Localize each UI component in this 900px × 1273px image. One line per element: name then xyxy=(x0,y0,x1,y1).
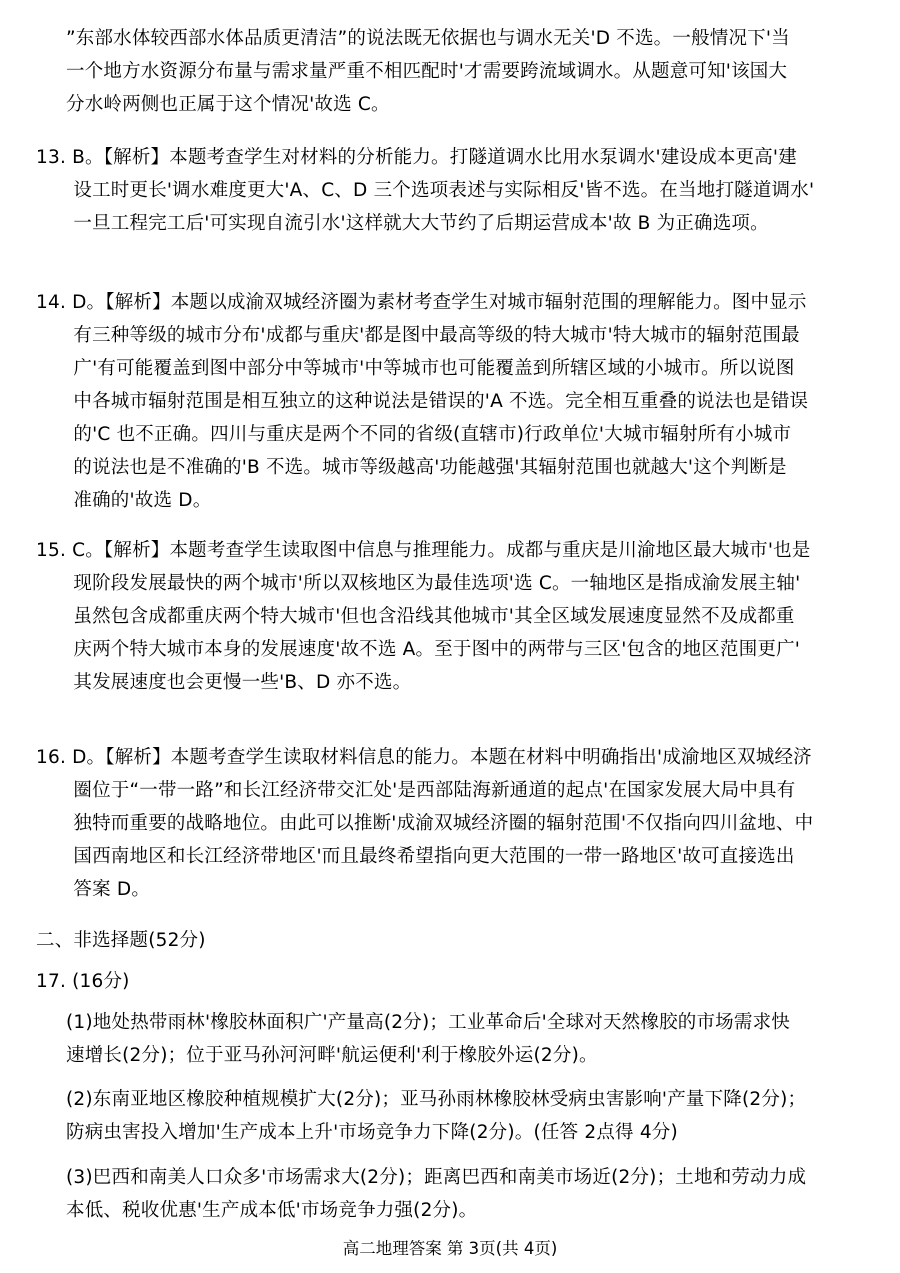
answer-17-part-2: (2)东南亚地区橡胶种植规模扩大(2分)；亚马孙雨林橡胶林受病虫害影响'产量下降(2分)； 防病虫害投入增加'生产成本上升'市场竞争力下降(2分)。(任答 2点得 4分) xyxy=(66,1089,807,1143)
page-footer: 高二地理答案 第 3页(共 4页) xyxy=(342,1239,558,1258)
answer-17-part-1: (1)地处热带雨林'橡胶林面积广'产量高(2分)；工业革命后'全球对天然橡胶的市场需求快 速增长(2分)；位于亚马孙河河畔'航运便利'利于橡胶外运(2分)。 xyxy=(66,1012,790,1066)
section-heading: 二、非选择题(52分) xyxy=(36,930,206,951)
answer-15: 15. C。【解析】本题考查学生读取图中信息与推理能力。成都与重庆是川渝地区最大城市'也是 现阶段发展最快的两个城市'所以双核地区为最佳选项'选 C。一轴地区是指成渝发展主轴' 虽然包含成都重庆两个特大城市'但也含沿线其他城市'其全区域发展速度显然不及成都重 庆两个特大城市本身的发展速度'故不选 A。至于图中的两带与三区'包含的地区范围更广' 其发展速度也会更慢一些'B、D 亦不选。 xyxy=(36,540,811,693)
answer-17-part-3: (3)巴西和南美人口众多'市场需求大(2分)；距离巴西和南美市场近(2分)；土地和劳动力成 本低、税收优惠'生产成本低'市场竞争力强(2分)。 xyxy=(66,1167,807,1221)
answer-14: 14. D。【解析】本题以成渝双城经济圈为素材考查学生对城市辐射范围的理解能力。图中显示 有三种等级的城市分布'成都与重庆'都是图中最高等级的特大城市'特大城市的辐射范围最 广'有可能覆盖到图中部分中等城市'中等城市也可能覆盖到所辖区域的小城市。所以说图 中各城市辐射范围是相互独立的这种说法是错误的'A 不选。完全相互重叠的说法也是错误 的'C 也不正确。四川与重庆是两个不同的省级(直辖市)行政单位'大城市辐射所有小城市 的说法也是不准确的'B 不选。城市等级越高'功能越强'其辐射范围也就越大'这个判断是 准确的'故选 D。 xyxy=(36,292,809,511)
question-17-heading: 17. (16分) xyxy=(36,971,130,992)
answer-16: 16. D。【解析】本题考查学生读取材料信息的能力。本题在材料中明确指出'成渝地区双城经济 圈位于“一带一路”和长江经济带交汇处'是西部陆海新通道的起点'在国家发展大局中具有 独特而重要的战略地位。由此可以推断'成渝双城经济圈的辐射范围'不仅指向四川盆地、中 国西南地区和长江经济带地区'而且最终希望指向更大范围的一带一路地区'故可直接选出 答案 D。 xyxy=(36,747,814,900)
answer-13: 13. B。【解析】本题考查学生对材料的分析能力。打隧道调水比用水泵调水'建设成本更高'建 设工时更长'调水难度更大'A、C、D 三个选项表述与实际相反'皆不选。在当地打隧道调水' 一旦工程完工后'可实现自流引水'这样就大大节约了后期运营成本'故 B 为正确选项。 xyxy=(36,147,815,234)
answer-12-continuation: ”东部水体较西部水体品质更清洁”的说法既无依据也与调水无关'D 不选。一般情况下'当 一个地方水资源分布量与需求量严重不相匹配时'才需要跨流域调水。从题意可知'该国大 分水岭两侧也正属于这个情况'故选 C。 xyxy=(66,28,790,115)
